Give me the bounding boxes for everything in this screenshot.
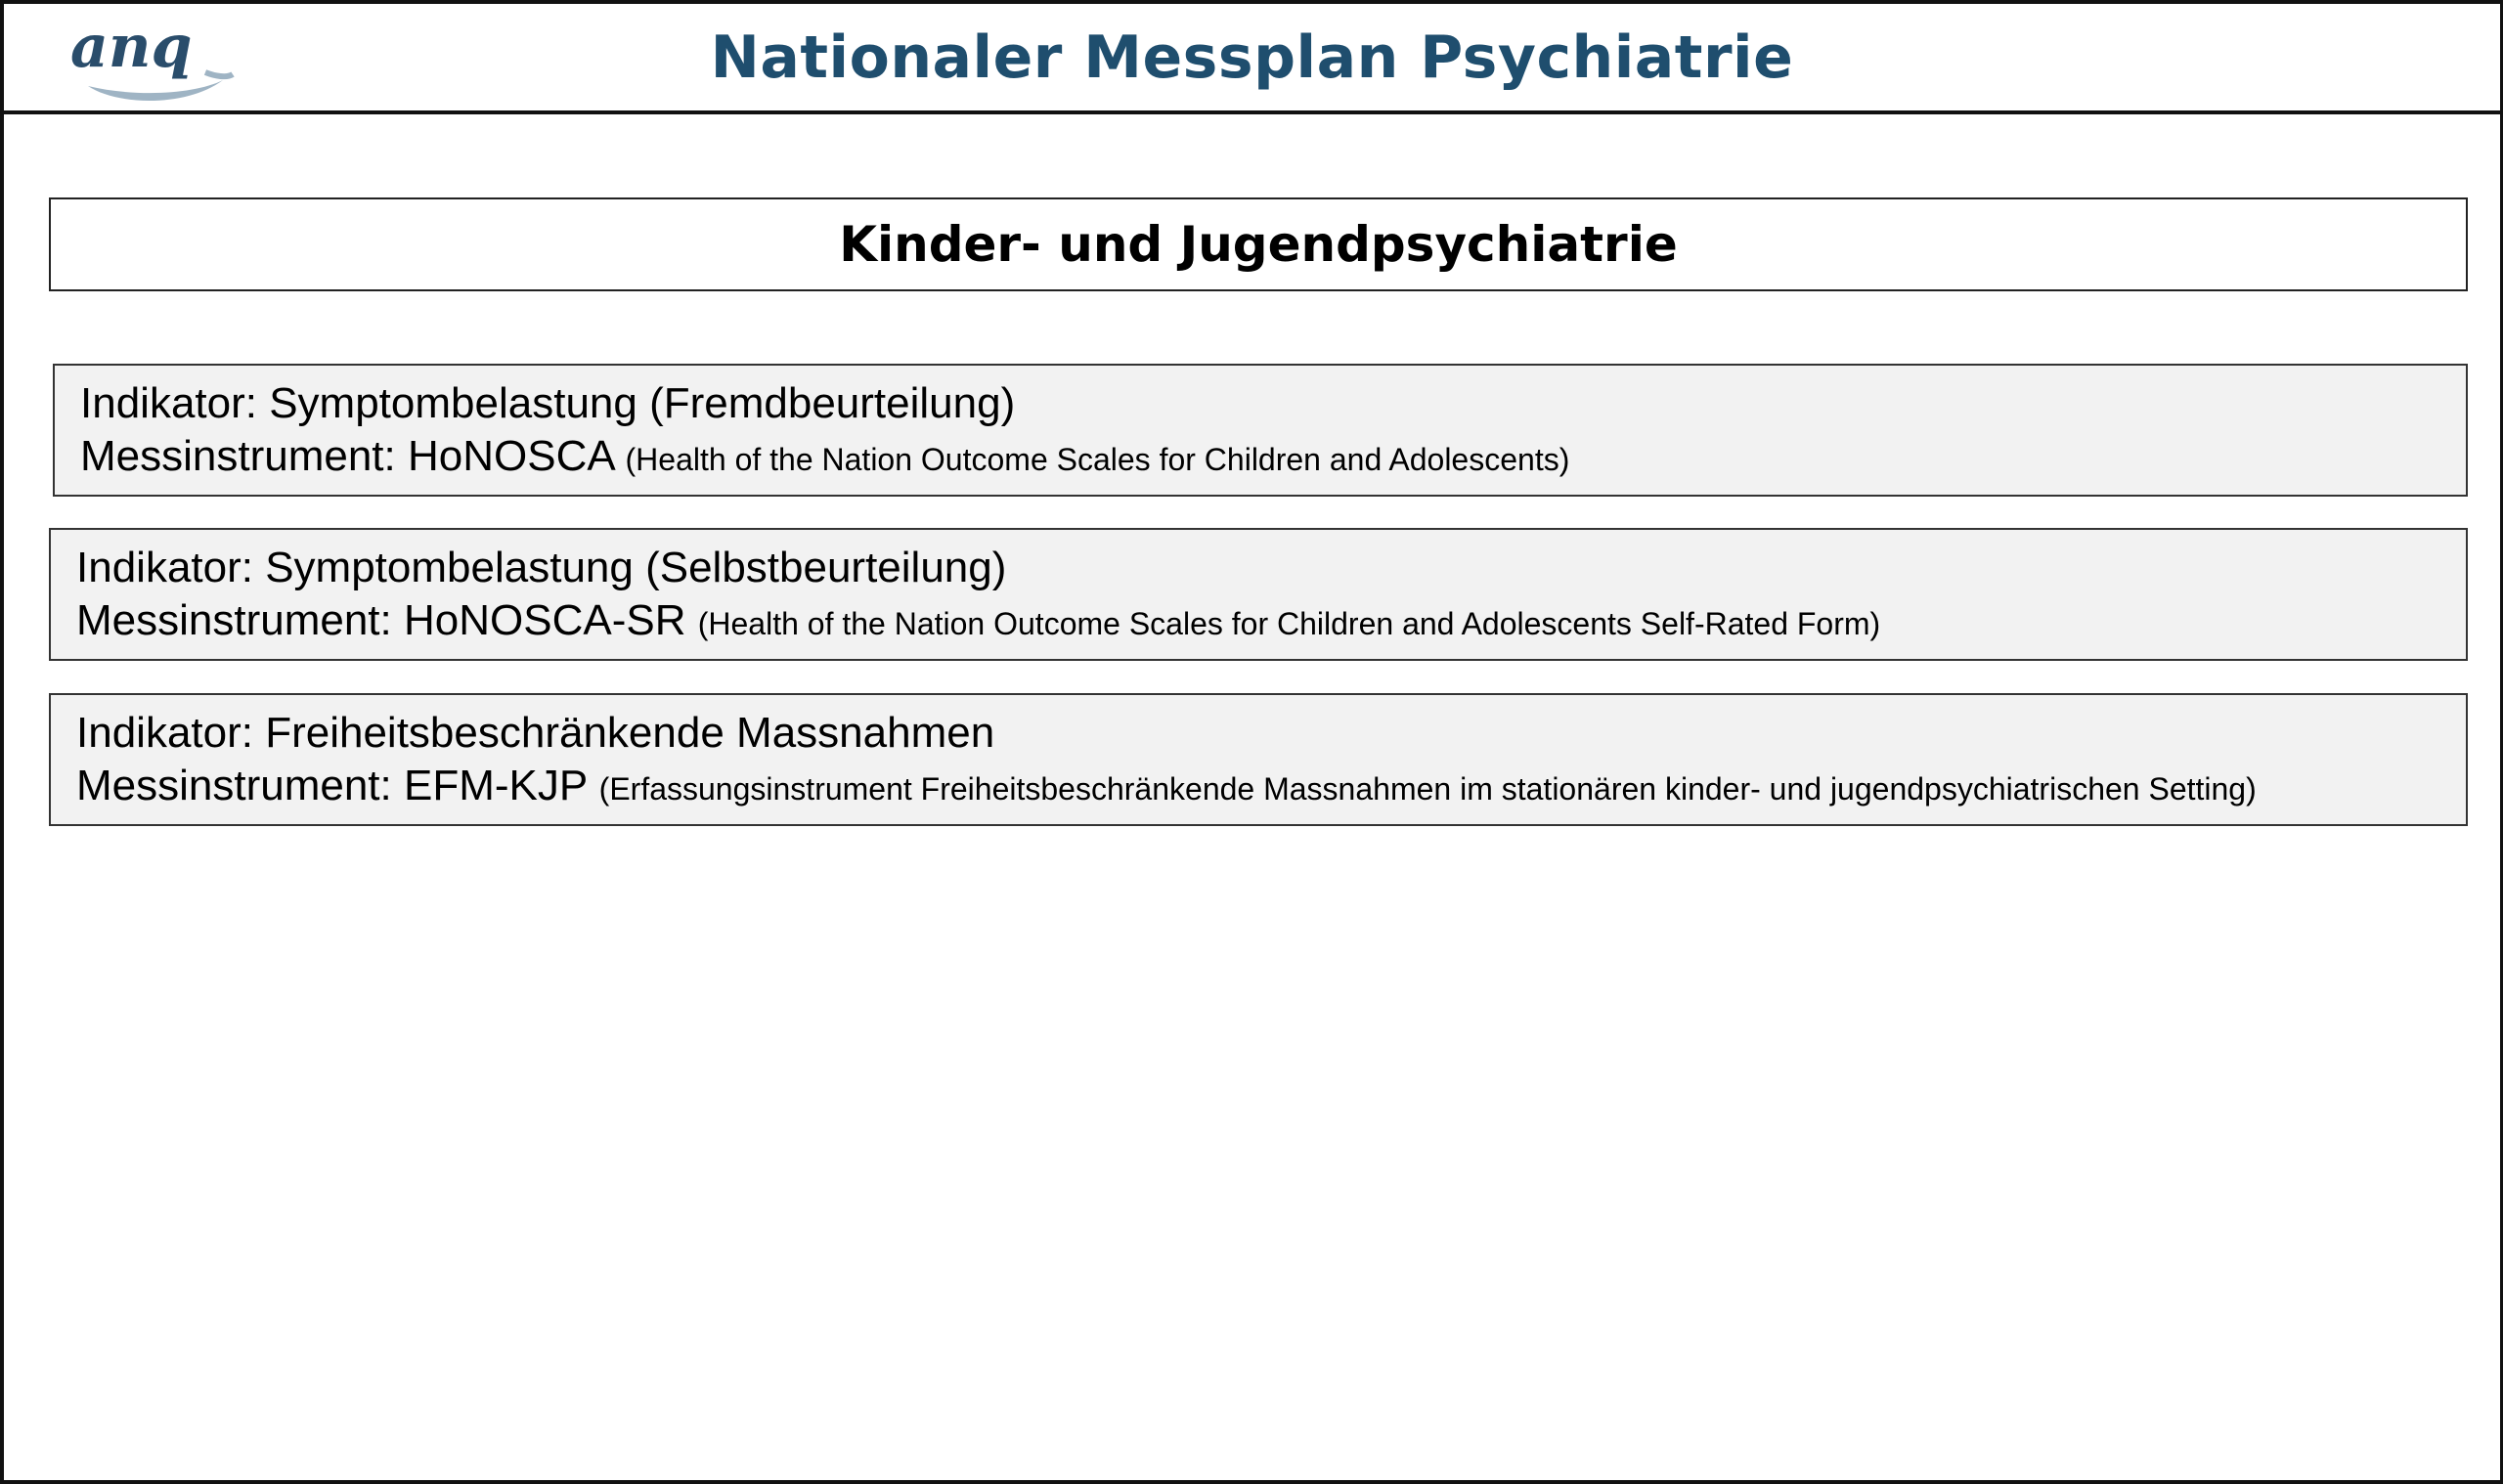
instrument-label: Messinstrument: HoNOSCA-SR bbox=[76, 596, 686, 644]
section-header bbox=[49, 197, 2468, 291]
indicator-card-honosca-sr bbox=[49, 528, 2468, 661]
instrument-label: Messinstrument: EFM-KJP bbox=[76, 762, 588, 809]
indicator-card-efm-kjp bbox=[49, 693, 2468, 826]
indicator-label: Indikator: Freiheitsbeschränkende Massnahmen bbox=[76, 709, 995, 757]
instrument-line bbox=[76, 760, 2466, 815]
instrument-line bbox=[80, 430, 2466, 486]
header-bar bbox=[4, 4, 2500, 114]
instrument-label: Messinstrument: HoNOSCA bbox=[80, 432, 614, 480]
indicator-label: Indikator: Symptombelastung (Selbstbeurteilung) bbox=[76, 544, 1007, 591]
instrument-line bbox=[76, 594, 2466, 650]
instrument-description: (Health of the Nation Outcome Scales for Children and Adolescents) bbox=[625, 442, 1570, 477]
page-title: Nationaler Messplan Psychiatrie bbox=[710, 23, 1794, 92]
instrument-description: (Erfassungsinstrument Freiheitsbeschränkende Massnahmen im stationären kinder- und jugendpsychiatrischen Setting) bbox=[598, 771, 2257, 807]
logo-text: anq bbox=[70, 22, 193, 81]
indicator-label: Indikator: Symptombelastung (Fremdbeurteilung) bbox=[80, 379, 1016, 427]
section-title: Kinder- und Jugendpsychiatrie bbox=[839, 216, 1678, 273]
indicator-card-honosca bbox=[53, 364, 2468, 497]
instrument-description: (Health of the Nation Outcome Scales for Children and Adolescents Self-Rated Form) bbox=[697, 606, 1881, 641]
